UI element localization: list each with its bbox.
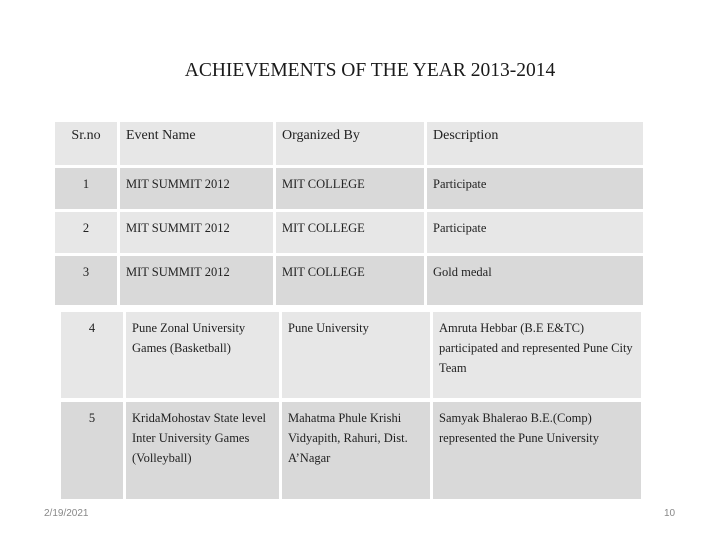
header-organized-by: Organized By xyxy=(276,122,424,165)
header-event-name: Event Name xyxy=(120,122,273,165)
table-cell-srno: 2 xyxy=(55,212,117,253)
table-cell-srno: 1 xyxy=(55,168,117,209)
table-cell-srno: 4 xyxy=(61,312,123,398)
table-cell-organizer: MIT COLLEGE xyxy=(276,212,424,253)
table-cell-organizer: MIT COLLEGE xyxy=(276,256,424,305)
table-cell-event: KridaMohostav State level Inter University Games (Volleyball) xyxy=(126,402,279,499)
table-cell-description: Amruta Hebbar (B.E E&TC) participated and represented Pune City Team xyxy=(433,312,641,398)
table-cell-srno: 3 xyxy=(55,256,117,305)
table-cell-description: Samyak Bhalerao B.E.(Comp) represented the Pune University xyxy=(433,402,641,499)
table-cell-organizer: MIT COLLEGE xyxy=(276,168,424,209)
table-cell-srno: 5 xyxy=(61,402,123,499)
footer-date: 2/19/2021 xyxy=(44,508,89,519)
table-cell-description: Participate xyxy=(427,168,643,209)
header-description: Description xyxy=(427,122,643,165)
table-cell-event: MIT SUMMIT 2012 xyxy=(120,256,273,305)
slide-title: ACHIEVEMENTS OF THE YEAR 2013-2014 xyxy=(184,60,556,81)
table-cell-description: Gold medal xyxy=(427,256,643,305)
table-cell-event: MIT SUMMIT 2012 xyxy=(120,168,273,209)
table-cell-organizer: Pune University xyxy=(282,312,430,398)
table-cell-event: MIT SUMMIT 2012 xyxy=(120,212,273,253)
table-cell-event: Pune Zonal University Games (Basketball) xyxy=(126,312,279,398)
page-number: 10 xyxy=(664,508,676,519)
table-cell-organizer: Mahatma Phule Krishi Vidyapith, Rahuri, Dist. A’Nagar xyxy=(282,402,430,499)
table-cell-description: Participate xyxy=(427,212,643,253)
header-srno: Sr.no xyxy=(55,122,117,165)
